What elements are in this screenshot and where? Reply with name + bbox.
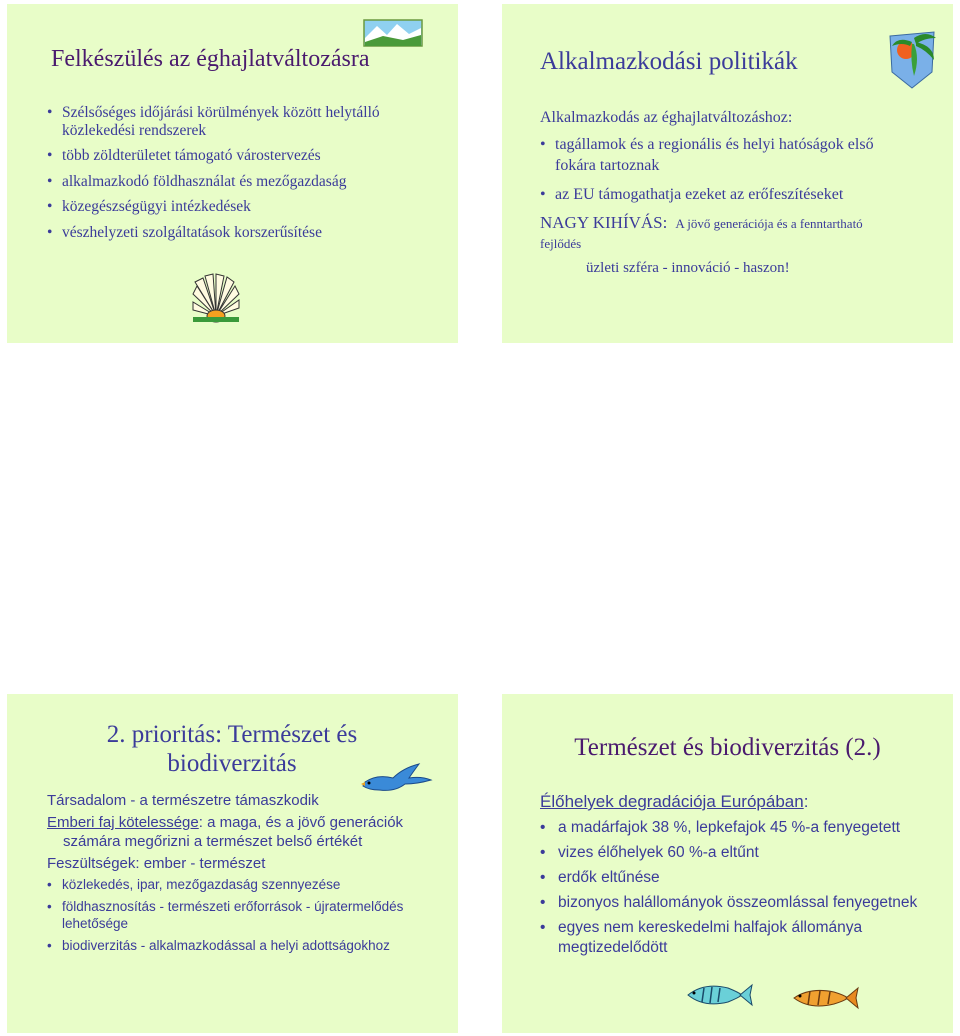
list-item: • vészhelyzeti szolgáltatások korszerűsítése [47,224,417,242]
text-span: : a maga, és a jövő generációk számára megőrizni a természet belső értékét [63,814,404,850]
list-item: • a madárfajok 38 %, lepkefajok 45 %-a fenyegetett [540,818,920,838]
fish-icon [790,984,860,1012]
slide-title: Természet és biodiverzitás (2.) [574,734,881,761]
list-item: • biodiverzitás - alkalmazkodással a helyi adottságokhoz [47,937,417,954]
landscape-icon [363,18,423,48]
slide-priority-nature [7,694,458,1033]
underlined-text: Emberi faj kötelessége [47,814,199,831]
list-item: • alkalmazkodó földhasználat és mezőgazdaság [47,173,417,191]
bird-icon [359,760,433,794]
list-item: • bizonyos halállományok összeomlással fenyegetnek [540,893,920,913]
underlined-text: Élőhelyek degradációja Európában [540,792,804,811]
fish-icon [682,980,754,1010]
list-item: • közegészségügyi intézkedések [47,198,417,216]
challenge-label: NAGY KIHÍVÁS: [540,213,668,232]
slide-title: Alkalmazkodási politikák [540,48,798,75]
slide-nature-biodiversity-2 [502,694,953,1033]
list-item: • erdők eltűnése [540,868,920,888]
section-heading [540,792,920,812]
bullet-list [540,134,880,205]
slide-title: 2. prioritás: Természet és biodiverzitás [106,721,358,777]
list-item: • több zöldterületet támogató várostervezés [47,147,417,165]
list-item: • egyes nem kereskedelmi halfajok állománya megtizedelődött [540,918,920,958]
list-item: • közlekedés, ipar, mezőgazdaság szennyezése [47,876,417,893]
slide-preparation [7,4,458,343]
sunrise-icon [191,272,241,324]
slide-title: Felkészülés az éghajlatváltozásra [51,46,370,72]
bullet-list [47,876,417,954]
bullet-list [47,104,417,249]
text-line [47,813,417,851]
challenge-text: A jövő generációja és a fenntartható fejlődés [540,216,863,251]
text-span: : [803,792,809,811]
list-item: • az EU támogathatja ezeket az erőfeszítéseket [540,184,880,205]
slide-adaptation-policies [502,4,953,343]
slide-body [540,792,920,963]
bullet-list [540,818,920,958]
list-item: • tagállamok és a regionális és helyi hatóságok első fokára tartoznak [540,134,880,176]
list-item: • földhasznosítás - természeti erőforrások - újratermelődés lehetősége [47,898,417,932]
list-item: • Szélsőséges időjárási körülmények között helytálló közlekedési rendszerek [47,104,417,139]
text-line: Feszültségek: ember - természet [47,855,266,872]
intro-text: Alkalmazkodás az éghajlatváltozáshoz: [540,109,793,126]
palm-sun-icon [886,28,938,90]
text-line: Társadalom - a természetre támaszkodik [47,792,319,809]
slide-body [540,108,880,278]
slogan: üzleti szféra - innováció - haszon! [586,260,790,276]
slide-body [47,791,417,959]
list-item: • vizes élőhelyek 60 %-a eltűnt [540,843,920,863]
